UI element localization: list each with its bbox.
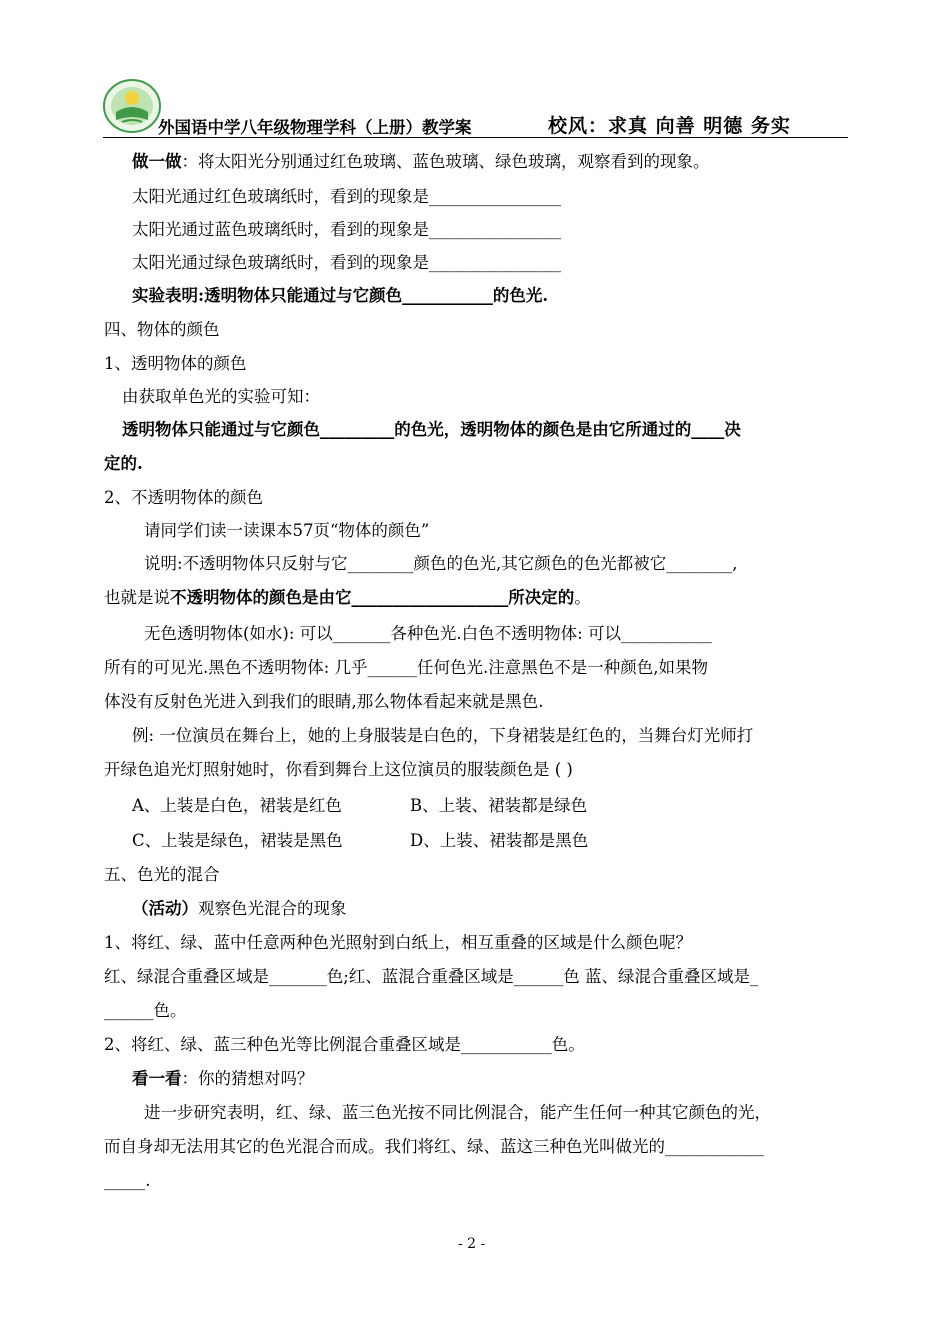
explanation-line: 说明:不透明物体只反射与它________颜色的色光,其它颜色的色光都被它________, — [144, 554, 738, 573]
header-title: 外国语中学八年级物理学科（上册）教学案 — [158, 118, 472, 137]
research-line3: _____. — [104, 1171, 151, 1190]
activity-intro: 做一做：将太阳光分别通过红色玻璃、蓝色玻璃、绿色玻璃，观察看到的现象。 — [132, 152, 710, 171]
option-d: D、上装、裙装都是黑色 — [410, 831, 589, 850]
mixing-question-2: 2、将红、绿、蓝三种色光等比例混合重叠区域是___________色。 — [104, 1035, 585, 1054]
green-glass-line: 太阳光通过绿色玻璃纸时，看到的现象是________________ — [132, 253, 561, 272]
research-line1: 进一步研究表明，红、绿、蓝三色光按不同比例混合，能产生任何一种其它颜色的光， — [144, 1103, 771, 1122]
option-b: B、上装、裙装都是绿色 — [410, 796, 588, 815]
section-5-heading: 五、色光的混合 — [104, 865, 220, 884]
option-c: C、上装是绿色，裙装是黑色 — [132, 831, 343, 850]
subsection-opaque: 2、不透明物体的颜色 — [104, 488, 263, 507]
black-note-line: 体没有反射色光进入到我们的眼睛,那么物体看起来就是黑色. — [104, 692, 544, 711]
experiment-conclusion: 实验表明:透明物体只能通过与它颜色___________的色光. — [132, 286, 549, 305]
example-line2: 开绿色追光灯照射她时，你看到舞台上这位演员的服装颜色是 ( ) — [104, 760, 573, 779]
option-a: A、上装是白色，裙装是红色 — [132, 796, 342, 815]
transparent-rule-line2: 定的. — [104, 454, 143, 473]
opaque-conclusion: 也就是说不透明物体的颜色是由它___________________所决定的。 — [104, 588, 591, 607]
blue-glass-line: 太阳光通过蓝色玻璃纸时，看到的现象是________________ — [132, 220, 561, 239]
header-rule — [103, 137, 848, 138]
page-number: - 2 - — [458, 1236, 486, 1252]
section-4-heading: 四、物体的颜色 — [104, 320, 220, 339]
look-line: 看一看：你的猜想对吗？ — [132, 1069, 314, 1088]
mixing-question-1: 1、将红、绿、蓝中任意两种色光照射到白纸上，相互重叠的区域是什么颜色呢？ — [104, 933, 692, 952]
colorless-line: 无色透明物体(如水): 可以_______各种色光.白色不透明物体: 可以___________ — [144, 624, 712, 643]
from-experiment-line: 由获取单色光的实验可知： — [122, 387, 320, 406]
black-object-line: 所有的可见光.黑色不透明物体: 几乎______任何色光.注意黑色不是一种颜色,如果物 — [104, 658, 709, 677]
research-line2: 而自身却无法用其它的色光混合而成。我们将红、绿、蓝这三种色光叫做光的____________ — [104, 1137, 764, 1156]
activity-heading: （活动）观察色光混合的现象 — [132, 899, 347, 918]
transparent-rule-line1: 透明物体只能通过与它颜色_________的色光，透明物体的颜色是由它所通过的____决 — [122, 420, 741, 439]
mixing-answers-line1: 红、绿混合重叠区域是_______色;红、蓝混合重叠区域是______色 蓝、绿混合重叠区域是_ — [104, 967, 759, 986]
subsection-transparent: 1、透明物体的颜色 — [104, 354, 247, 373]
school-logo — [102, 78, 162, 134]
example-line1: 例: 一位演员在舞台上，她的上身服装是白色的，下身裙装是红色的，当舞台灯光师打 — [132, 726, 754, 745]
red-glass-line: 太阳光通过红色玻璃纸时，看到的现象是________________ — [132, 187, 561, 206]
header-motto: 校风：求真 向善 明德 务实 — [548, 115, 791, 137]
mixing-answers-line2: ______色。 — [104, 1001, 187, 1020]
read-textbook-line: 请同学们读一读课本57页“物体的颜色” — [144, 521, 430, 540]
